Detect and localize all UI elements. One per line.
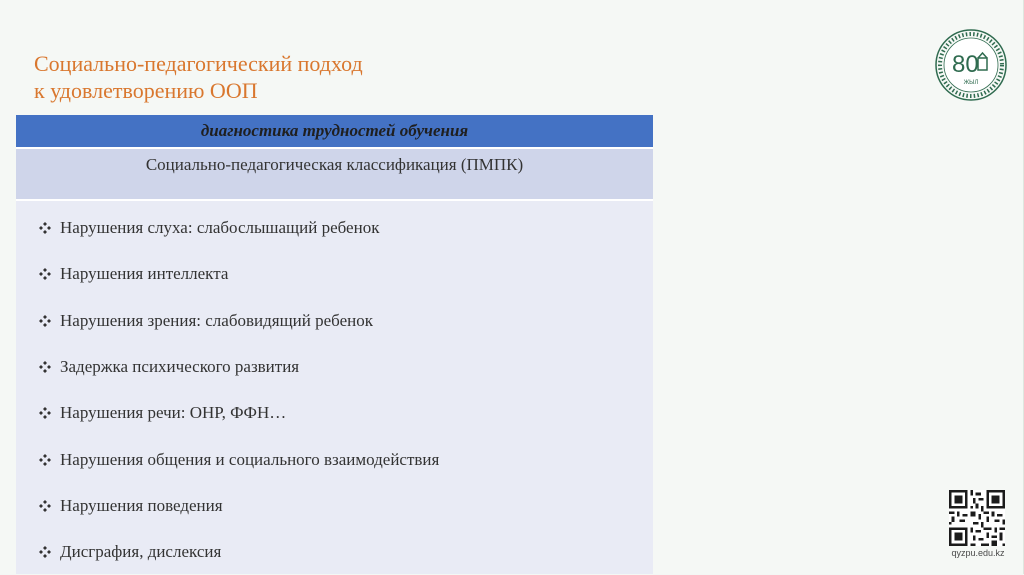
- website-link[interactable]: qyzpu.edu.kz: [951, 548, 1005, 558]
- list-item: [16, 298, 653, 344]
- list-item: [16, 344, 653, 390]
- diamond-bullet-icon: [38, 221, 52, 235]
- list-item-text: Нарушения речи: ОНР, ФФН…: [60, 403, 287, 423]
- list-item: [16, 390, 653, 436]
- list-item-text: Нарушения общения и социального взаимодействия: [60, 449, 440, 469]
- list-item: [16, 436, 653, 482]
- title-line-2: к удовлетворению ООП: [34, 78, 258, 103]
- table-subheader: Социально-педагогическая классификация (ПМПК): [16, 149, 653, 201]
- diamond-bullet-icon: [38, 267, 52, 281]
- diamond-bullet-icon: [38, 499, 52, 513]
- diamond-bullet-icon: [38, 453, 52, 467]
- logo-number: 80: [952, 51, 979, 78]
- list-item: [16, 529, 653, 575]
- list-item-text: Дисграфия, дислексия: [60, 542, 222, 562]
- list-item-text: Нарушения слуха: слабослышащий ребенок: [60, 218, 380, 238]
- list-item-text: Нарушения поведения: [60, 495, 223, 515]
- diamond-bullet-icon: [38, 360, 52, 374]
- list-item-text: Нарушения интеллекта: [60, 264, 229, 284]
- classification-table: [16, 115, 653, 574]
- anniversary-80-logo: [934, 28, 1008, 102]
- title-line-1: Социально-педагогический подход: [34, 51, 363, 76]
- table-header: диагностика трудностей обучения: [16, 115, 653, 149]
- slide-title: [34, 50, 363, 104]
- list-item: [16, 483, 653, 529]
- list-item: [16, 251, 653, 297]
- list-item: [16, 205, 653, 251]
- logo-caption: ЖЫЛ: [963, 80, 979, 86]
- list-item-text: Задержка психического развития: [60, 357, 300, 377]
- diamond-bullet-icon: [38, 406, 52, 420]
- qr-code-icon[interactable]: [949, 490, 1005, 546]
- diamond-bullet-icon: [38, 545, 52, 559]
- table-body: [16, 201, 653, 574]
- list-item-text: Нарушения зрения: слабовидящий ребенок: [60, 310, 373, 330]
- diamond-bullet-icon: [38, 314, 52, 328]
